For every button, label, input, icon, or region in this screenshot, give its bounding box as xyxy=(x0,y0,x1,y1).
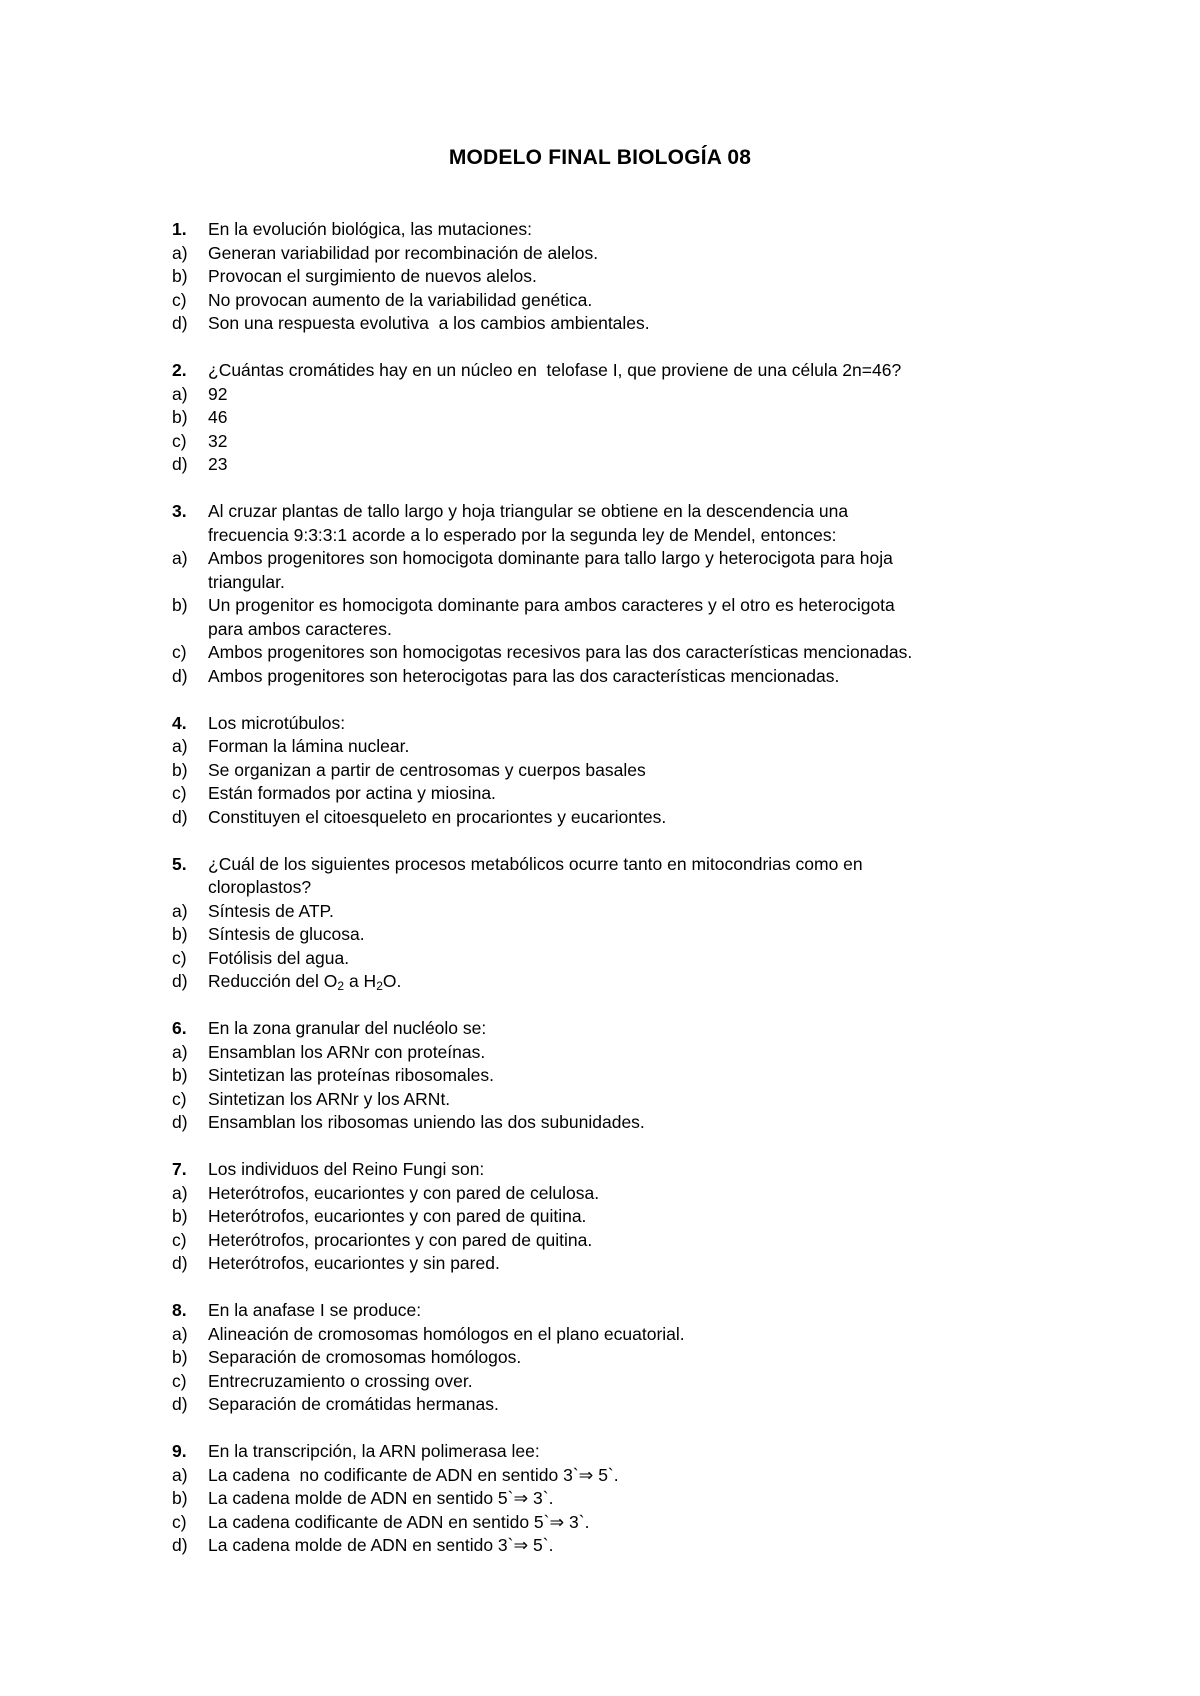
option-letter: b) xyxy=(172,595,188,615)
option-letter: a) xyxy=(172,1182,188,1203)
option-letter: d) xyxy=(172,971,188,991)
option-letter: c) xyxy=(172,783,187,803)
option-b xyxy=(172,1064,1072,1088)
option-letter: a) xyxy=(172,900,188,921)
option-b xyxy=(172,406,1072,430)
question-text: ¿Cuál de los siguientes procesos metabólicos ocurre tanto en mitocondrias como en xyxy=(208,853,863,874)
option-d xyxy=(172,970,1072,994)
option-letter: b) xyxy=(172,1347,188,1367)
question-stem xyxy=(172,712,1072,736)
option-b-continued xyxy=(172,618,1072,642)
option-letter: c) xyxy=(172,947,187,968)
question-text: Los microtúbulos: xyxy=(208,712,346,733)
question-stem xyxy=(172,1440,1072,1464)
question-number: 3. xyxy=(172,501,187,521)
option-a xyxy=(172,900,1072,924)
option-letter: a) xyxy=(172,1464,188,1485)
option-d xyxy=(172,1252,1072,1276)
option-c xyxy=(172,430,1072,454)
option-letter: b) xyxy=(172,266,188,286)
option-text: Constituyen el citoesqueleto en procariontes y eucariontes. xyxy=(208,806,667,827)
option-text: Se organizan a partir de centrosomas y cuerpos basales xyxy=(208,759,646,780)
subscript-2: 2 xyxy=(337,979,345,993)
option-a-continued xyxy=(172,571,1072,595)
option-letter: d) xyxy=(172,313,188,333)
option-text-part: a H xyxy=(344,971,377,991)
question-3 xyxy=(172,500,1072,688)
question-8 xyxy=(172,1299,1072,1417)
question-number: 2. xyxy=(172,360,187,380)
option-d xyxy=(172,665,1072,689)
question-stem xyxy=(172,1299,1072,1323)
option-c xyxy=(172,289,1072,313)
option-text xyxy=(208,970,401,994)
option-b xyxy=(172,1346,1072,1370)
question-2 xyxy=(172,359,1072,477)
option-text: 23 xyxy=(208,454,228,474)
option-text: Forman la lámina nuclear. xyxy=(208,736,410,756)
question-text: cloroplastos? xyxy=(208,877,312,897)
option-text-part: O. xyxy=(382,971,402,991)
question-text: Al cruzar plantas de tallo largo y hoja triangular se obtiene en la descendencia una xyxy=(208,501,849,521)
option-text: 32 xyxy=(208,430,228,451)
option-a xyxy=(172,1041,1072,1065)
option-text: Son una respuesta evolutiva a los cambios ambientales. xyxy=(208,313,650,333)
option-c xyxy=(172,782,1072,806)
question-7 xyxy=(172,1158,1072,1276)
question-4 xyxy=(172,712,1072,830)
option-letter: b) xyxy=(172,1206,188,1226)
option-a xyxy=(172,383,1072,407)
option-letter: a) xyxy=(172,383,188,404)
question-number: 7. xyxy=(172,1159,187,1179)
question-stem xyxy=(172,218,1072,242)
question-stem-continued xyxy=(172,876,1072,900)
question-stem-continued xyxy=(172,524,1072,548)
option-letter: c) xyxy=(172,430,187,451)
option-text: Ensamblan los ARNr con proteínas. xyxy=(208,1041,486,1062)
option-d xyxy=(172,453,1072,477)
option-letter: a) xyxy=(172,736,188,756)
option-letter: c) xyxy=(172,1088,187,1109)
option-text: Fotólisis del agua. xyxy=(208,947,350,968)
option-text: Generan variabilidad por recombinación de alelos. xyxy=(208,242,599,263)
option-text: Heterótrofos, eucariontes y con pared de celulosa. xyxy=(208,1182,600,1203)
option-a xyxy=(172,242,1072,266)
question-stem xyxy=(172,500,1072,524)
option-b xyxy=(172,1205,1072,1229)
option-b xyxy=(172,923,1072,947)
question-stem xyxy=(172,1158,1072,1182)
option-c xyxy=(172,947,1072,971)
option-text: Heterótrofos, eucariontes y con pared de quitina. xyxy=(208,1206,587,1226)
option-text: Entrecruzamiento o crossing over. xyxy=(208,1370,473,1391)
option-text: triangular. xyxy=(208,571,285,592)
option-b xyxy=(172,265,1072,289)
option-letter: c) xyxy=(172,642,187,662)
option-a xyxy=(172,547,1072,571)
subscript-2: 2 xyxy=(376,979,383,993)
option-letter: b) xyxy=(172,924,188,944)
option-letter: c) xyxy=(172,289,187,310)
option-letter: c) xyxy=(172,1511,187,1532)
question-stem xyxy=(172,359,1072,383)
option-letter: d) xyxy=(172,454,188,474)
option-letter: b) xyxy=(172,759,188,780)
option-text: Separación de cromosomas homólogos. xyxy=(208,1347,522,1367)
option-letter: a) xyxy=(172,1041,188,1062)
option-text: Alineación de cromosomas homólogos en el plano ecuatorial. xyxy=(208,1323,685,1344)
option-letter: b) xyxy=(172,1488,188,1508)
question-text: En la zona granular del nucléolo se: xyxy=(208,1018,487,1038)
option-text: La cadena no codificante de ADN en sentido 3`⇒ 5`. xyxy=(208,1464,619,1485)
option-text: La cadena codificante de ADN en sentido 5`⇒ 3`. xyxy=(208,1511,590,1532)
question-number: 9. xyxy=(172,1441,187,1461)
option-letter: d) xyxy=(172,1112,188,1132)
option-letter: d) xyxy=(172,1394,188,1414)
option-c xyxy=(172,1370,1072,1394)
option-a xyxy=(172,1323,1072,1347)
option-letter: d) xyxy=(172,665,188,686)
option-text: Heterótrofos, procariontes y con pared de quitina. xyxy=(208,1229,593,1250)
question-number: 5. xyxy=(172,853,187,874)
question-list xyxy=(172,218,1072,1581)
option-text: Provocan el surgimiento de nuevos alelos. xyxy=(208,266,537,286)
option-letter: d) xyxy=(172,1253,188,1273)
option-c xyxy=(172,1229,1072,1253)
question-text: En la transcripción, la ARN polimerasa lee: xyxy=(208,1441,540,1461)
option-c xyxy=(172,1511,1072,1535)
option-text: Ambos progenitores son homocigota dominante para tallo largo y heterocigota para hoja xyxy=(208,548,893,568)
question-6 xyxy=(172,1017,1072,1135)
question-number: 8. xyxy=(172,1300,187,1320)
question-text: Los individuos del Reino Fungi son: xyxy=(208,1159,485,1179)
option-text: Síntesis de ATP. xyxy=(208,900,334,921)
option-text: para ambos caracteres. xyxy=(208,618,392,639)
option-text: Heterótrofos, eucariontes y sin pared. xyxy=(208,1253,500,1273)
option-text: Sintetizan los ARNr y los ARNt. xyxy=(208,1088,451,1109)
option-text: Un progenitor es homocigota dominante para ambos caracteres y el otro es heterocigota xyxy=(208,595,895,615)
option-letter: a) xyxy=(172,548,188,568)
option-letter: c) xyxy=(172,1229,187,1250)
option-letter: c) xyxy=(172,1370,187,1391)
question-stem xyxy=(172,1017,1072,1041)
option-a xyxy=(172,735,1072,759)
option-b xyxy=(172,594,1072,618)
option-b xyxy=(172,759,1072,783)
option-c xyxy=(172,1088,1072,1112)
question-text: En la evolución biológica, las mutaciones: xyxy=(208,219,532,239)
option-d xyxy=(172,806,1072,830)
option-text: Sintetizan las proteínas ribosomales. xyxy=(208,1065,494,1085)
option-text: La cadena molde de ADN en sentido 5`⇒ 3`. xyxy=(208,1488,554,1508)
question-text: frecuencia 9:3:3:1 acorde a lo esperado por la segunda ley de Mendel, entonces: xyxy=(208,524,837,545)
option-letter: b) xyxy=(172,1065,188,1085)
option-letter: d) xyxy=(172,1535,188,1555)
option-b xyxy=(172,1487,1072,1511)
option-text: Ensamblan los ribosomas uniendo las dos subunidades. xyxy=(208,1112,645,1132)
option-d xyxy=(172,1111,1072,1135)
question-text: ¿Cuántas cromátides hay en un núcleo en telofase I, que proviene de una célula 2n=46? xyxy=(208,360,902,380)
question-number: 1. xyxy=(172,219,187,239)
option-text: 46 xyxy=(208,407,228,427)
option-d xyxy=(172,312,1072,336)
option-text: Ambos progenitores son homocigotas recesivos para las dos características mencionadas. xyxy=(208,642,913,662)
question-text: En la anafase I se produce: xyxy=(208,1300,422,1320)
option-text: Ambos progenitores son heterocigotas para las dos características mencionadas. xyxy=(208,665,840,686)
question-5 xyxy=(172,853,1072,994)
question-number: 4. xyxy=(172,712,187,733)
option-text: Separación de cromátidas hermanas. xyxy=(208,1394,499,1414)
option-text-part: Reducción del O xyxy=(208,971,338,991)
option-text: Están formados por actina y miosina. xyxy=(208,783,496,803)
page-title: MODELO FINAL BIOLOGÍA 08 xyxy=(448,146,752,169)
option-letter: a) xyxy=(172,1323,188,1344)
option-letter: d) xyxy=(172,806,188,827)
question-1 xyxy=(172,218,1072,336)
question-stem xyxy=(172,853,1072,877)
question-9 xyxy=(172,1440,1072,1558)
question-number: 6. xyxy=(172,1018,187,1038)
option-letter: b) xyxy=(172,407,188,427)
option-text: Síntesis de glucosa. xyxy=(208,924,365,944)
option-a xyxy=(172,1464,1072,1488)
option-d xyxy=(172,1393,1072,1417)
option-text: La cadena molde de ADN en sentido 3`⇒ 5`. xyxy=(208,1535,554,1555)
option-letter: a) xyxy=(172,242,188,263)
option-d xyxy=(172,1534,1072,1558)
option-text: No provocan aumento de la variabilidad genética. xyxy=(208,289,593,310)
option-c xyxy=(172,641,1072,665)
option-a xyxy=(172,1182,1072,1206)
option-text: 92 xyxy=(208,383,228,404)
